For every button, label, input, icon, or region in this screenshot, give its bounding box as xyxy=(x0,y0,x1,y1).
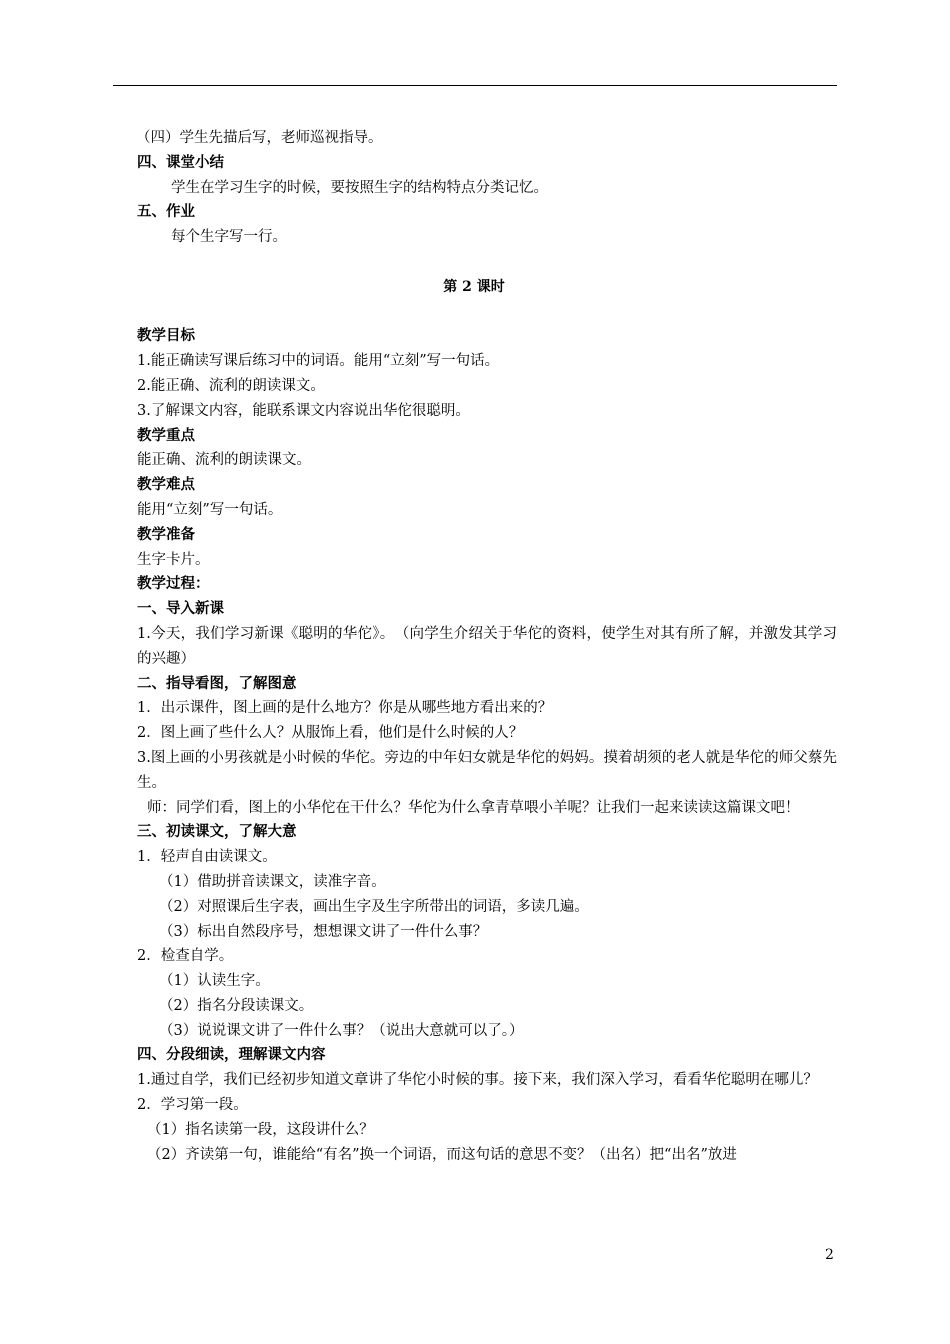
reading-substep: （2）指名分段读课文。 xyxy=(159,997,314,1014)
heading-difficulties: 教学难点 xyxy=(137,476,195,494)
homework-text: 每个生字写一行。 xyxy=(171,229,287,246)
step-four-line: （四）学生先描后写，老师巡视指导。 xyxy=(136,130,383,146)
picture-item: 3.图上画的小男孩就是小时候的华佗。旁边的中年妇女就是华佗的妈妈。摸着胡须的老人就是华佗的师父蔡先生。 xyxy=(137,749,837,791)
section-heading-picture: 二、指导看图，了解图意 xyxy=(137,674,297,692)
page-number: 2 xyxy=(825,1247,834,1263)
preparation-text: 生字卡片。 xyxy=(137,551,210,568)
objective-item: 1.能正确读写课后练习中的词语。能用“立刻”写一句话。 xyxy=(137,353,500,370)
reading-substep: （1）借助拼音读课文，读准字音。 xyxy=(159,873,386,890)
section-heading-first-reading: 三、初读课文，了解大意 xyxy=(137,823,297,841)
document-body xyxy=(137,126,837,1167)
intro-paragraph: 1.今天，我们学习新课《聪明的华佗》。 （向学生介绍关于华佗的资料，使学生对其有所了解，并激发其学习的兴趣） xyxy=(137,625,837,667)
reading-step: 1．轻声自由读课文。 xyxy=(137,849,277,866)
reading-substep: （3）说说课文讲了一件什么事？（说出大意就可以了。） xyxy=(159,1022,524,1039)
objective-item: 3.了解课文内容，能联系课文内容说出华佗很聪明。 xyxy=(137,402,470,419)
objective-item: 2.能正确、流利的朗读课文。 xyxy=(137,377,325,394)
lesson-title: 第 2 课时 xyxy=(443,278,505,295)
detailed-substep: （2）齐读第一句，谁能给“有名”换一个词语，而这句话的意思不变？（出名）把“出名”放进 xyxy=(147,1146,737,1163)
reading-substep: （2）对照课后生字表，画出生字及生字所带出的词语，多读几遍。 xyxy=(159,898,589,915)
teacher-paragraph: 师：同学们看，图上的小华佗在干什么？华佗为什么拿青草喂小羊呢？让我们一起来读读这篇课文吧！ xyxy=(147,799,800,816)
detailed-substep: （1）指名读第一段，这段讲什么？ xyxy=(147,1121,374,1138)
section-heading-summary: 四、课堂小结 xyxy=(137,153,224,171)
heading-key-points: 教学重点 xyxy=(137,426,195,444)
picture-item: 2．图上画了些什么人？从服饰上看，他们是什么时候的人？ xyxy=(137,725,524,742)
picture-item: 1．出示课件，图上画的是什么地方？你是从哪些地方看出来的？ xyxy=(137,700,553,717)
difficulties-text: 能用“立刻”写一句话。 xyxy=(137,501,283,518)
section-heading-detailed-reading: 四、分段细读，理解课文内容 xyxy=(137,1046,326,1064)
section-heading-intro: 一、导入新课 xyxy=(137,600,224,618)
section-heading-homework: 五、作业 xyxy=(137,203,195,221)
header-rule xyxy=(113,85,837,86)
key-points-text: 能正确、流利的朗读课文。 xyxy=(137,452,311,469)
summary-text: 学生在学习生字的时候，要按照生字的结构特点分类记忆。 xyxy=(171,179,548,196)
reading-substep: （3）标出自然段序号，想想课文讲了一件什么事？ xyxy=(159,923,488,940)
heading-objectives: 教学目标 xyxy=(137,327,195,345)
heading-process: 教学过程： xyxy=(137,575,210,593)
detailed-paragraph: 1.通过自学，我们已经初步知道文章讲了华佗小时候的事。接下来，我们深入学习，看看华佗聪明在哪儿？ xyxy=(137,1072,818,1089)
reading-substep: （1）认读生字。 xyxy=(159,973,270,990)
heading-preparation: 教学准备 xyxy=(137,525,195,543)
reading-step: 2．检查自学。 xyxy=(137,948,234,965)
detailed-step: 2．学习第一段。 xyxy=(137,1097,248,1114)
